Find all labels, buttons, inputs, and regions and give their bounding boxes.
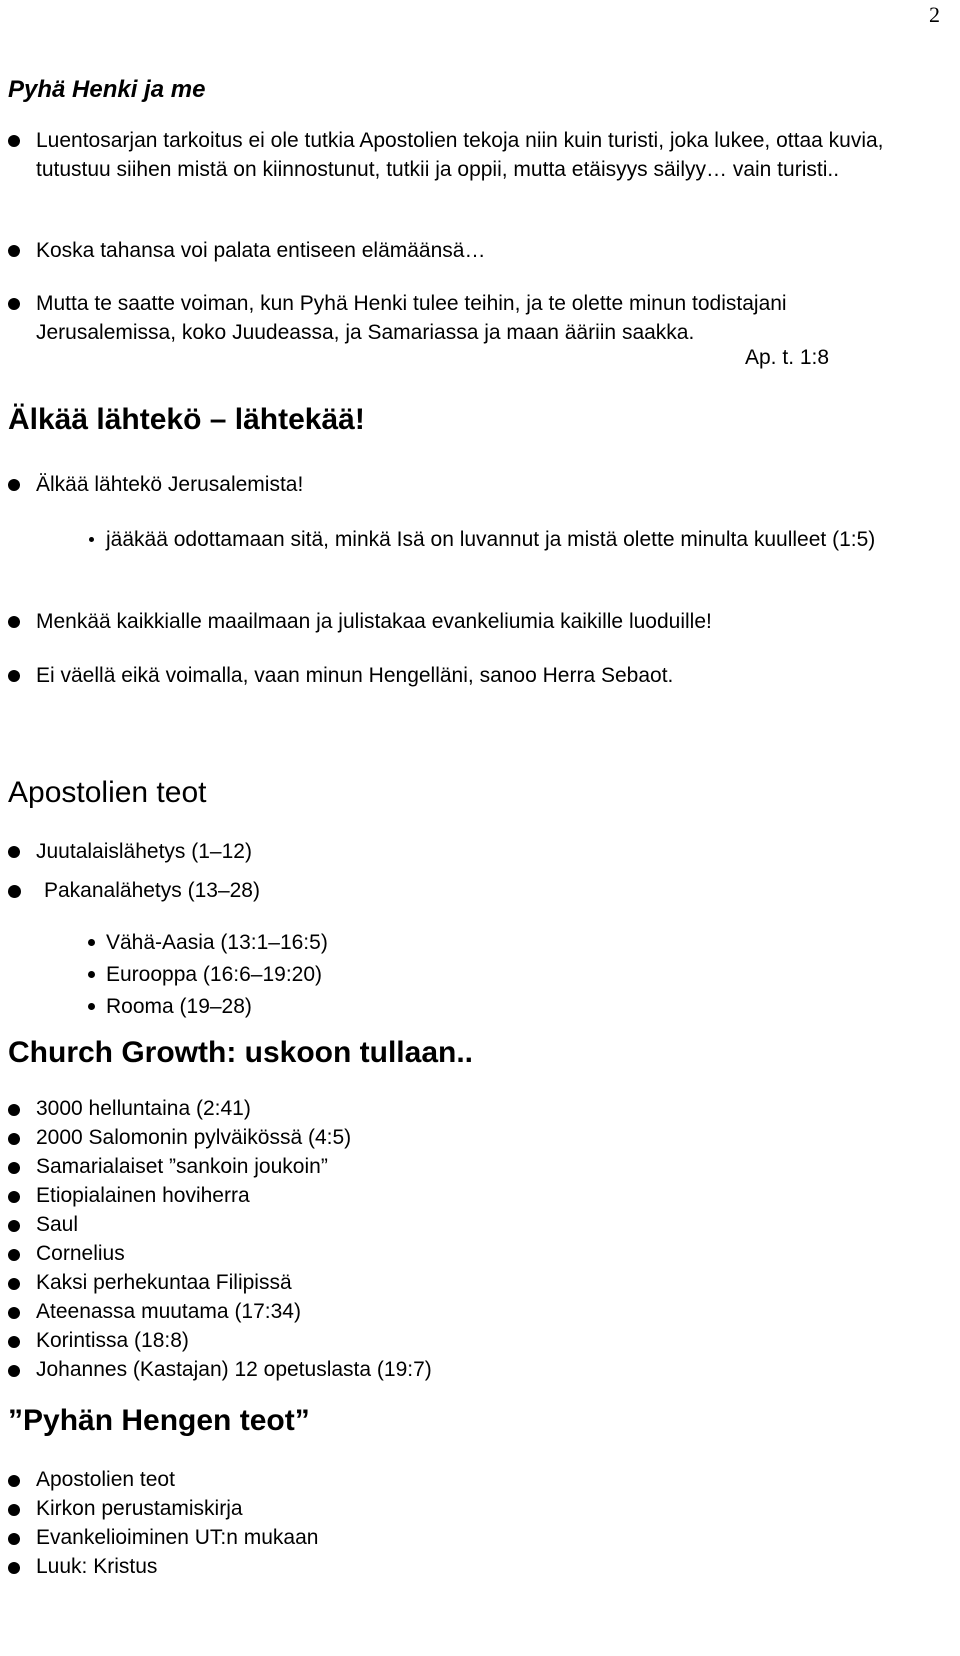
scripture-reference: Ap. t. 1:8 — [745, 346, 830, 369]
section-title-church-growth: Church Growth: uskoon tullaan.. — [8, 1036, 473, 1069]
section-title-pyha-henki: Pyhä Henki ja me — [8, 76, 206, 103]
page-number: 2 — [929, 2, 940, 27]
list-item: Ateenassa muutama (17:34) — [36, 1298, 920, 1326]
sub-bullet-item: jääkää odottamaan sitä, minkä Isä on luvannut ja mistä olette minulta kuulleet (1:5) — [106, 525, 900, 554]
list-item: Johannes (Kastajan) 12 opetuslasta (19:7) — [36, 1356, 920, 1384]
list-item: Apostolien teot — [36, 1466, 920, 1494]
bullet-item: Mutta te saatte voiman, kun Pyhä Henki tulee teihin, ja te olette minun todistajani Jerusalemissa, koko Juudeassa, ja Samariassa ja maan ääriin saakka. — [36, 289, 920, 347]
sub-bullet-item: Eurooppa (16:6–19:20) — [106, 960, 900, 989]
list-item: Kirkon perustamiskirja — [36, 1495, 920, 1523]
bullet-item: Juutalaislähetys (1–12) — [36, 837, 920, 866]
bullet-item: Ei väellä eikä voimalla, vaan minun Hengelläni, sanoo Herra Sebaot. — [36, 661, 920, 690]
bullet-item: Koska tahansa voi palata entiseen elämäänsä… — [36, 236, 920, 265]
section-title-alkaa-lahteko: Älkää lähtekö – lähtekää! — [8, 403, 365, 436]
section-title-pyhan-hengen-teot: ”Pyhän Hengen teot” — [8, 1404, 310, 1437]
list-item: Saul — [36, 1211, 920, 1239]
list-item: 3000 helluntaina (2:41) — [36, 1095, 920, 1123]
list-item: Etiopialainen hoviherra — [36, 1182, 920, 1210]
bullet-item: Älkää lähtekö Jerusalemista! — [36, 470, 920, 499]
list-item: 2000 Salomonin pylväikössä (4:5) — [36, 1124, 920, 1152]
list-item: Samarialaiset ”sankoin joukoin” — [36, 1153, 920, 1181]
list-item: Korintissa (18:8) — [36, 1327, 920, 1355]
sub-bullet-item: Vähä-Aasia (13:1–16:5) — [106, 928, 900, 957]
sub-bullet-item: Rooma (19–28) — [106, 992, 900, 1021]
bullet-item: Menkää kaikkialle maailmaan ja julistakaa evankeliumia kaikille luoduille! — [36, 607, 920, 636]
bullet-item: Luentosarjan tarkoitus ei ole tutkia Apostolien tekoja niin kuin turisti, joka lukee, ottaa kuvia, tutustuu siihen mistä on kiinnostunut, tutkii ja oppii, mutta etäisyys säilyy… vain turisti.. — [36, 126, 920, 184]
bullet-item: Pakanalähetys (13–28) — [44, 876, 920, 905]
list-item: Kaksi perhekuntaa Filipissä — [36, 1269, 920, 1297]
list-item: Evankelioiminen UT:n mukaan — [36, 1524, 920, 1552]
list-item: Cornelius — [36, 1240, 920, 1268]
section-title-apostolien-teot: Apostolien teot — [8, 776, 207, 809]
list-item: Luuk: Kristus — [36, 1553, 920, 1581]
